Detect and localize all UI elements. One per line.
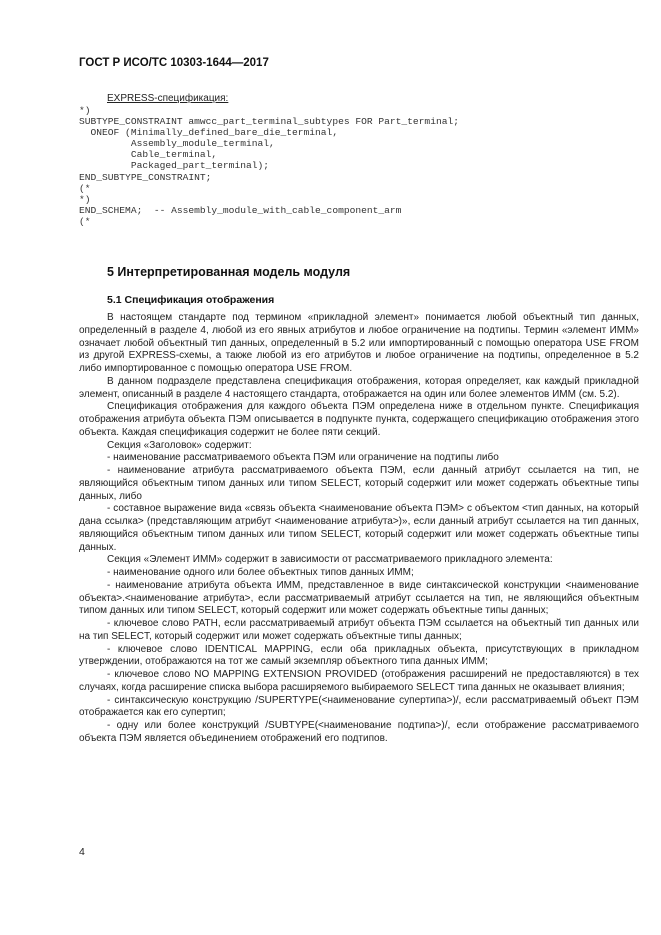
- body-text: [79, 312, 639, 746]
- code-line: SUBTYPE_CONSTRAINT amwcc_part_terminal_subtypes FOR Part_terminal;: [79, 116, 459, 128]
- paragraph: В данном подразделе представлена спецификация отображения, которая определяет, как каждый прикладной элемент, описанный в разделе 4 настоящего стандарта, отображается на один или более элементов ИММ (см. 5.2).: [79, 375, 639, 400]
- section-heading: 5 Интерпретированная модель модуля: [107, 265, 351, 279]
- list-item: - наименование рассматриваемого объекта ПЭМ или ограничение на подтипы либо: [107, 452, 499, 464]
- list-item: - ключевое слово IDENTICAL MAPPING, если оба прикладных объекта, присутствующих в прикладном утверждении, отображаются на тот же самый экземпляр объектного типа данных ИММ;: [79, 643, 639, 668]
- list-item: - ключевое слово NO MAPPING EXTENSION PROVIDED (отображения расширений не предоставляются) в тех случаях, когда расширение списка выбора расширяемого выбираемого SELECT типа данных не оказывает влияния;: [79, 669, 639, 693]
- express-block: [79, 92, 639, 227]
- paragraph: В настоящем стандарте под термином «прикладной элемент» понимается любой объектный тип данных, определенный в разделе 4, любой из его явных атрибутов и любое ограничение на подтипы. Термин «элемент ИММ» означает любой объектный тип данных, определенный в 5.2 или импортированный с помощью оператора USE FROM из другой EXPRESS-схемы, а также любой из его атрибутов и любое ограничение на подтипы, определенное в 5.2 либо импортированное с помощью оператора USE FROM.: [79, 312, 639, 374]
- list-item: - наименование атрибута рассматриваемого объекта ПЭМ, если данный атрибут ссылается на тип, не являющийся объектным типом данных или типом SELECT, который содержит или может содержать объектные типы данных, либо: [79, 465, 639, 502]
- express-spec-title: EXPRESS-спецификация:: [107, 93, 229, 104]
- list-item: - наименование одного или более объектных типов данных ИММ;: [107, 567, 414, 578]
- code-line: END_SUBTYPE_CONSTRAINT;: [79, 171, 212, 183]
- paragraph: Спецификация отображения для каждого объекта ПЭМ определена ниже в отдельном пункте. Спецификация отображения атрибута объекта ПЭМ описывается в подпункте пункта, содержащего спецификацию отображения этого объекта. Каждая спецификация содержит не более пяти секций.: [79, 401, 639, 438]
- paragraph: Секция «Заголовок» содержит:: [107, 439, 252, 451]
- code-line: ONEOF (Minimally_defined_bare_die_terminal,: [79, 127, 339, 139]
- code-line: (*: [79, 182, 91, 194]
- code-line: Cable_terminal,: [79, 149, 218, 161]
- code-line: Packaged_part_terminal);: [79, 160, 269, 172]
- paragraph: Секция «Элемент ИММ» содержит в зависимости от рассматриваемого прикладного элемента:: [107, 554, 553, 566]
- code-line: *): [79, 193, 91, 205]
- subsection-heading: 5.1 Спецификация отображения: [107, 294, 275, 306]
- code-line: (*: [79, 215, 91, 227]
- list-item: - синтаксическую конструкцию /SUPERTYPE(<наименование супертипа>)/, если рассматриваемый объект ПЭМ отображается как его супертип;: [79, 694, 639, 719]
- list-item: - ключевое слово PATH, если рассматриваемый атрибут объекта ПЭМ ссылается на объектный тип данных или на тип SELECT, который содержит или может содержать объектные типы данных;: [79, 618, 639, 642]
- page-header: ГОСТ Р ИСО/ТС 10303-1644—2017: [79, 57, 269, 69]
- code-line: Assembly_module_terminal,: [79, 138, 275, 150]
- list-item: - составное выражение вида «связь объекта <наименование объекта ПЭМ> с объектом <тип данных, на который дана ссылка> (представляющим атрибут <наименование атрибута>)», если данный атрибут ссылается на тип данных, являющийся объектным типом данных или типом SELECT, который содержит или может содержать объектные типы данных.: [79, 503, 639, 553]
- code-line: *): [79, 105, 91, 116]
- code-line: END_SCHEMA; -- Assembly_module_with_cable_component_arm: [79, 204, 402, 216]
- page-number: 4: [79, 846, 85, 858]
- list-item: - наименование атрибута объекта ИММ, представленное в виде синтаксической конструкции <наименование объекта>.<наименование атрибута>, если рассматриваемый атрибут ссылается на тип, не являющийся объектным типом данных или типом SELECT, который содержит или может содержать объектные типы данных;: [79, 579, 639, 617]
- list-item: - одну или более конструкций /SUBTYPE(<наименование подтипа>)/, если отображение рассматриваемого объекта ПЭМ является объединением отображений его подтипов.: [79, 720, 639, 744]
